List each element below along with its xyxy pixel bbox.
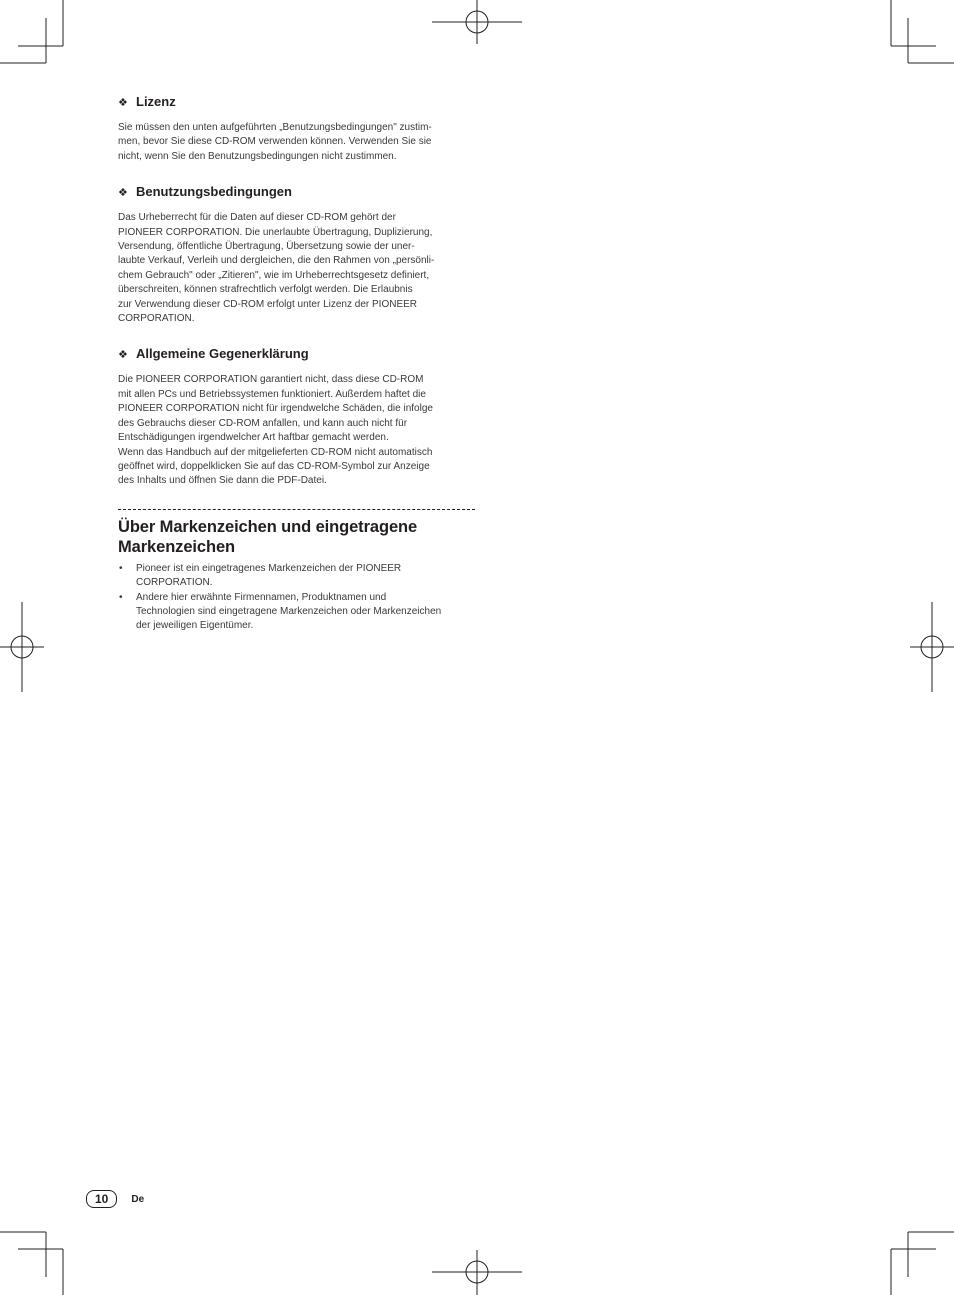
list-item: • Andere hier erwähnte Firmennamen, Produktnamen und Technologien sind eingetragene Markenzeichen oder Markenzeichen der jeweiligen Eigentümer. [119,591,442,632]
crop-mark-icon [891,0,954,63]
diamond-ornament-icon: ❖ [118,349,128,362]
registration-mark-icon [432,0,522,44]
crop-mark-icon [891,1232,954,1295]
registration-mark-icon [0,602,44,692]
trademarks-heading: Über Markenzeichen und eingetragene Markenzeichen [118,517,418,556]
diamond-ornament-icon: ❖ [118,97,128,109]
section-gegenerklaerung [118,346,475,488]
page-number: 10 [86,1190,117,1208]
bullet-dot-icon: • [119,562,123,574]
diamond-ornament-icon: ❖ [118,187,128,200]
registration-mark-icon [432,1250,522,1295]
crop-mark-icon [0,1232,63,1295]
language-code: De [131,1193,145,1205]
section-heading: ❖ Lizenz [118,94,176,109]
bullet-dot-icon: • [119,591,123,603]
section-divider [118,509,475,510]
section-heading: ❖ Allgemeine Gegenerklärung [118,346,309,362]
section-text: Sie müssen den unten aufgeführten „Benutzungsbedingungen" zustim- men, bevor Sie diese CD-ROM verwenden können. Verwenden Sie sie nicht, wenn Sie den Benutzungsbedingungen nicht zustimmen. [118,122,432,162]
section-text: Die PIONEER CORPORATION garantiert nicht, dass diese CD-ROM mit allen PCs und Betriebssystemen funktioniert. Außerdem haftet die PIONEER CORPORATION nicht für irgendwelche Schäden, die infolge des Gebrauchs dieser CD-ROM anfallen, und kann auch nicht für Entschädigungen irgendwelcher Art haftbar gemacht werden. Wenn das Handbuch auf der mitgelieferten CD-ROM nicht automatisch geöffnet wird, doppelklicken Sie auf das CD-ROM-Symbol zur Anzeige des Inhalts und öffnen Sie dann die PDF-Datei. [118,374,433,487]
trademarks-list [118,562,475,634]
section-lizenz [118,94,475,164]
page-footer [86,1190,144,1208]
section-heading: ❖ Benutzungsbedingungen [118,184,292,200]
section-benutzungsbedingungen [118,184,475,326]
crop-mark-icon [0,0,63,63]
section-text: Das Urheberrecht für die Daten auf dieser CD-ROM gehört der PIONEER CORPORATION. Die unerlaubte Übertragung, Duplizierung, Versendung, öffentliche Übertragung, Übersetzung sowie der uner- laubte Verkauf, Verleih und dergleichen, die den Rahmen von „persönli- chem Gebrauch" oder „Zitieren", wie im Urheberrechtsgesetz definiert, überschreiten, können strafrechtlich verfolgt werden. Die Erlaubnis zur Verwendung dieser CD-ROM erfolgt unter Lizenz der PIONEER CORPORATION. [118,212,435,325]
page-content [118,94,475,634]
registration-mark-icon [910,602,954,692]
list-item: • Pioneer ist ein eingetragenes Markenzeichen der PIONEER CORPORATION. [119,562,402,589]
